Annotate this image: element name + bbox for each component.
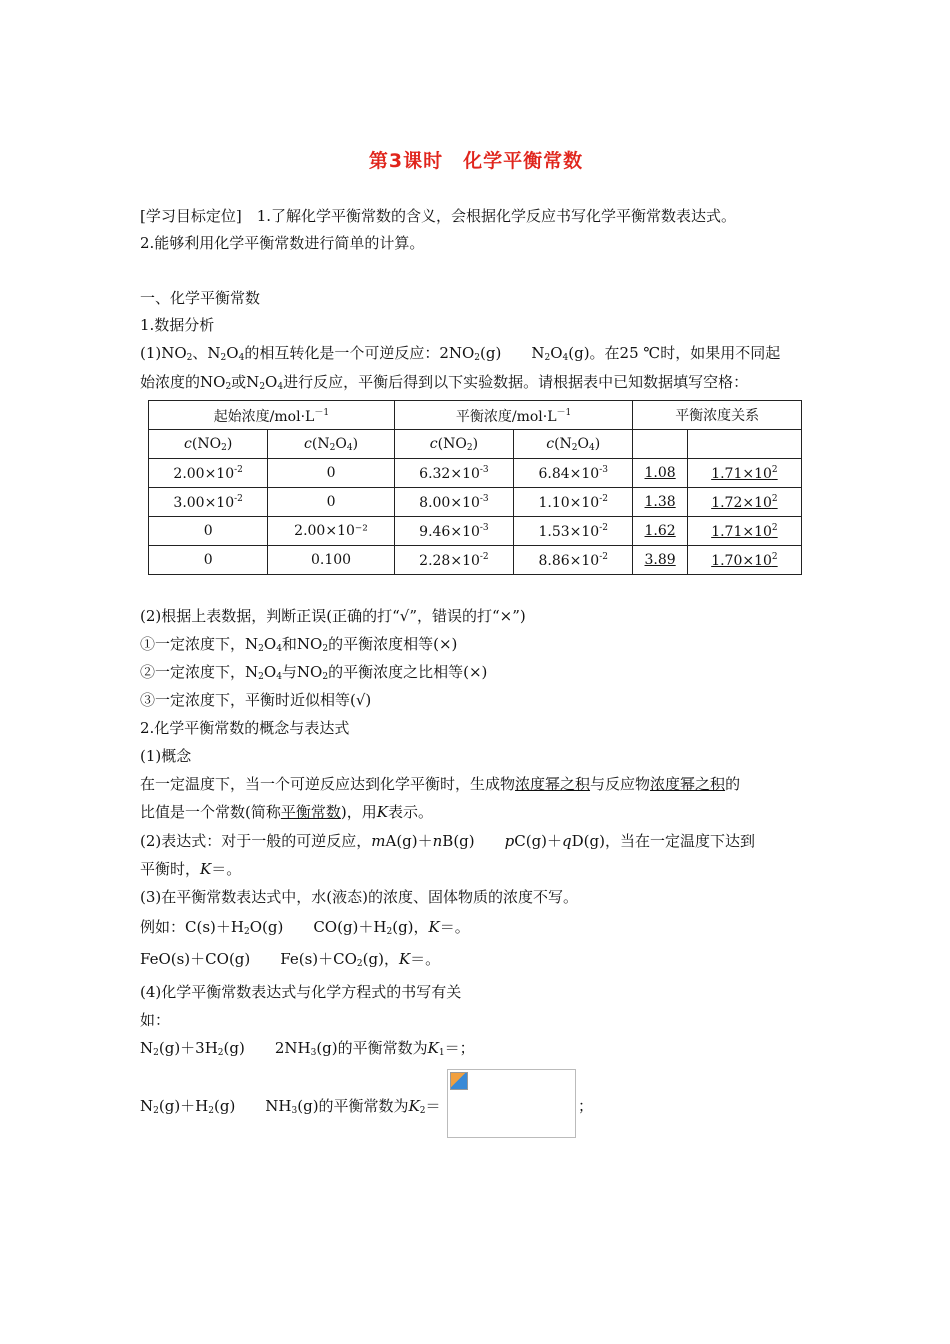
text: (g)。在25 ℃时，如果用不同起 (568, 344, 781, 362)
header-eq-relation: 平衡浓度关系 (633, 401, 802, 430)
broken-image-placeholder (447, 1069, 576, 1138)
equation-2-end: ； (578, 1097, 594, 1115)
expression-line-1: (2)表达式：对于一般的可逆反应，mA(g)＋nB(g) pC(g)＋qD(g)，当在一定温度下达到 (140, 832, 755, 850)
paragraph-1-line-1: $(1)NO_2$、$N_2O_4$的相互转化是一个可逆反应：$2NO_2(g)$ $N_2O_4(g)$。在25 ℃时，如果用不同起 (140, 344, 781, 363)
col-relation-2 (687, 430, 801, 459)
col-c-n2o4: $c(N_2O_4)$ (268, 430, 394, 459)
section-heading: 一、化学平衡常数 (140, 289, 261, 307)
example-label: 如： (140, 1011, 171, 1029)
broken-image-icon (450, 1072, 468, 1090)
table-row: $2.00\times 10^{-2}$ 0 $6.32\times 10^{-3}$ $6.84\times 10^{-3}$ 1.08 $1.71\times 10^2$ (149, 459, 802, 488)
objectives-line-2: 2.能够利用化学平衡常数进行简单的计算。 (140, 234, 425, 252)
table-row: 0 2.00×10⁻² $9.46\times 10^{-3}$ $1.53\times 10^{-2}$ 1.62 $1.71\times 10^2$ (149, 517, 802, 546)
header-eq-conc: 平衡浓度$/mol\cdot L^{-1}$ (394, 401, 633, 430)
text: O (265, 373, 278, 391)
rule-3: (3)在平衡常数表达式中，水(液态)的浓度、固体物质的浓度不写。 (140, 888, 578, 906)
header-initial-conc: 起始浓度$/mol\cdot L^{-1}$ (149, 401, 395, 430)
judgment-2: ②一定浓度下，$N_2O_4$与$NO_2$的平衡浓度之比相等(×) (140, 663, 488, 682)
text: 、N (192, 344, 221, 362)
example-1: 例如：$C(s)+H_2O(g)$ $CO(g)+H_2(g)$，K＝。 (140, 918, 470, 937)
subsection-concept: 2.化学平衡常数的概念与表达式 (140, 719, 350, 737)
table-row: 0 0.100 $2.28\times 10^{-2}$ $8.86\times 10^{-2}$ 3.89 $1.70\times 10^2$ (149, 546, 802, 575)
concept-line-1: 在一定温度下，当一个可逆反应达到化学平衡时，生成物浓度幂之积与反应物浓度幂之积的 (140, 775, 741, 793)
subsection-data-analysis: 1.数据分析 (140, 316, 215, 334)
col-c-no2-eq: $c(NO_2)$ (394, 430, 513, 459)
page-title: 第3课时 化学平衡常数 (368, 150, 584, 172)
concept-heading: (1)概念 (140, 747, 192, 765)
data-table (148, 400, 802, 575)
objectives-line-1: [学习目标定位] 1.了解化学平衡常数的含义，会根据化学反应书写化学平衡常数表达式。 (140, 207, 737, 225)
expression-line-2: 平衡时，K＝。 (140, 860, 242, 878)
text: (g) (480, 344, 502, 362)
text: 或N (231, 373, 260, 391)
text: 的相互转化是一个可逆反应：2NO (244, 344, 475, 362)
text: O (226, 344, 239, 362)
concept-line-2: 比值是一个常数(简称平衡常数)，用K表示。 (140, 803, 433, 821)
text: 进行反应，平衡后得到以下实验数据。请根据表中已知数据填写空格： (283, 373, 749, 391)
col-c-n2o4-eq: $c(N_2O_4)$ (514, 430, 633, 459)
judgment-1: ①一定浓度下，$N_2O_4$和$NO_2$的平衡浓度相等(×) (140, 635, 458, 654)
judgment-3: ③一定浓度下，平衡时近似相等(√) (140, 691, 372, 709)
text: 始浓度的NO (140, 373, 226, 391)
text: (1)NO (140, 344, 187, 362)
paragraph-2: (2)根据上表数据，判断正误(正确的打“√”，错误的打“×”) (140, 607, 526, 625)
text: N (531, 344, 545, 362)
equation-2: $N_2(g)+H_2(g)$ $NH_3(g)$的平衡常数为$K_2=$ (140, 1097, 441, 1116)
paragraph-1-line-2: 始浓度的$NO_2$或$N_2O_4$进行反应，平衡后得到以下实验数据。请根据表中已知数据填写空格： (140, 373, 749, 392)
text: O (550, 344, 563, 362)
example-2: FeO(s)＋CO(g) $Fe(s)+CO_2(g)$，K＝。 (140, 950, 441, 969)
col-relation-1 (633, 430, 687, 459)
equation-1: $N_2(g)+3H_2(g)$ $2NH_3(g)$的平衡常数为$K_1=$； (140, 1039, 475, 1058)
table-row: $3.00\times 10^{-2}$ 0 $8.00\times 10^{-3}$ $1.10\times 10^{-2}$ 1.38 $1.72\times 10^2$ (149, 488, 802, 517)
col-c-no2: $c(NO_2)$ (149, 430, 268, 459)
rule-4: (4)化学平衡常数表达式与化学方程式的书写有关 (140, 983, 462, 1001)
